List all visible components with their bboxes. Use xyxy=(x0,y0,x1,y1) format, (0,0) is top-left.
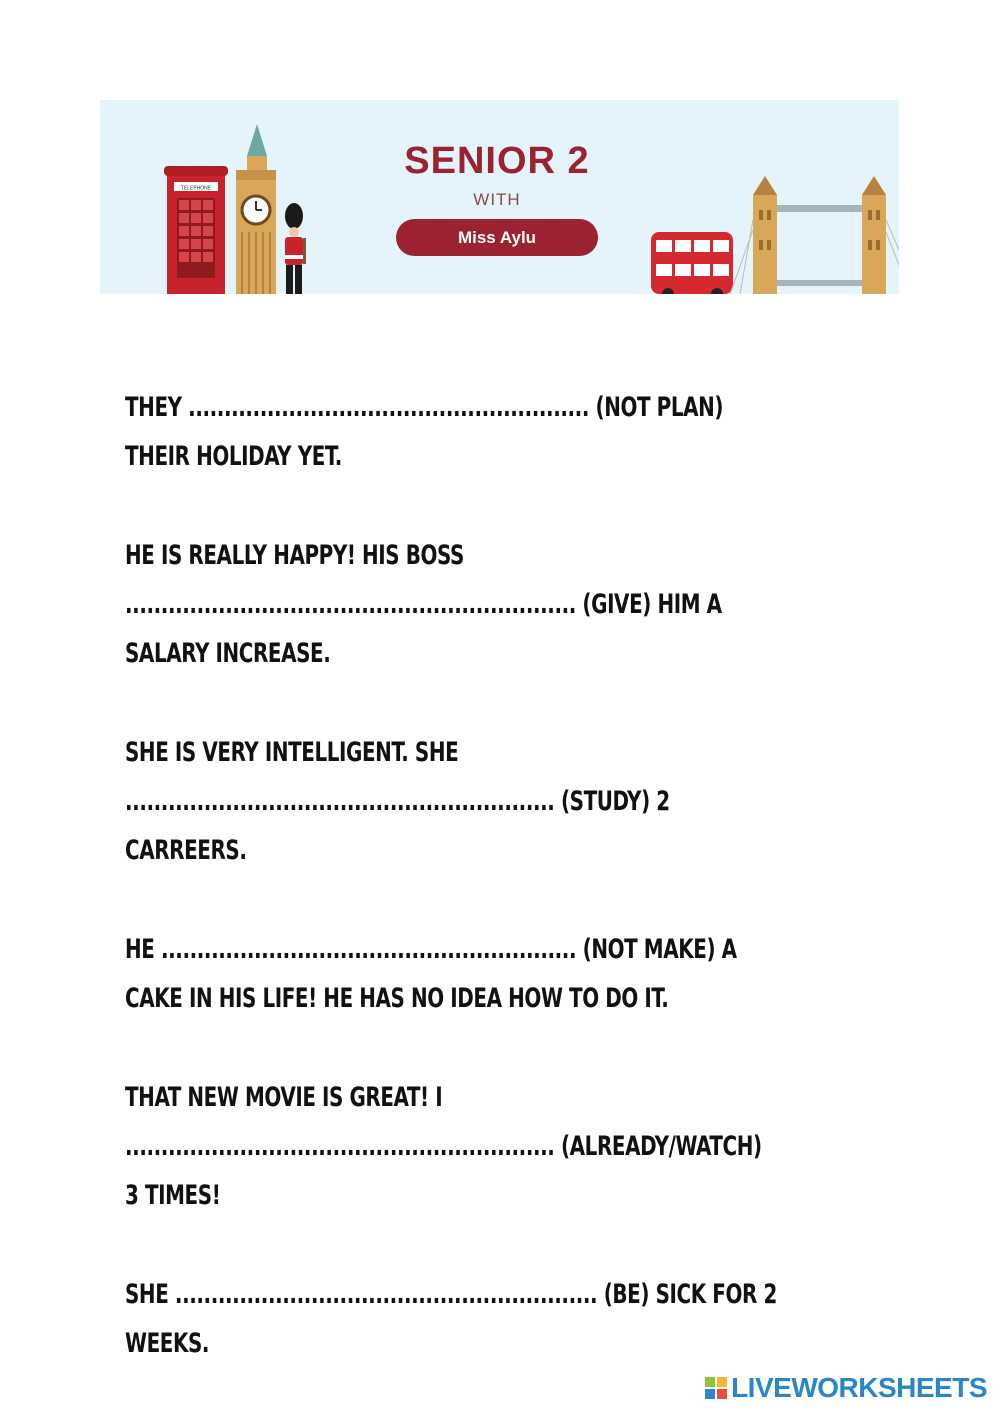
svg-text:TELEPHONE: TELEPHONE xyxy=(180,185,212,192)
exercise-line: HE .......................................................... (NOT MAKE) A xyxy=(125,934,737,965)
exercise-line: ............................................................... (GIVE) HIM A xyxy=(125,589,722,620)
royal-guard-icon xyxy=(285,203,306,294)
tower-bridge-icon xyxy=(730,176,899,294)
exercise-line: CAKE IN HIS LIFE! HE HAS NO IDEA HOW TO DO IT. xyxy=(125,983,669,1014)
liveworksheets-footer[interactable] xyxy=(705,1373,987,1403)
exercise-line: CARREERS. xyxy=(125,835,247,866)
banner-title: SENIOR 2 xyxy=(404,140,590,182)
exercise-line: SHE ........................................................... (BE) SICK FOR 2 xyxy=(125,1279,777,1310)
exercise-5 xyxy=(125,1073,762,1220)
double-decker-bus-icon xyxy=(651,232,733,294)
exercise-line: THEY ........................................................ (NOT PLAN) xyxy=(125,392,724,423)
exercise-list xyxy=(125,383,777,1418)
exercise-line: THEIR HOLIDAY YET. xyxy=(125,441,342,472)
exercise-2 xyxy=(125,531,745,678)
footer-brand: LIVEWORKSHEETS xyxy=(731,1372,987,1403)
phone-booth-icon xyxy=(164,166,228,294)
exercise-line: ............................................................ (STUDY) 2 xyxy=(125,786,670,817)
exercise-6 xyxy=(125,1270,777,1368)
exercise-line: ............................................................ (ALREADY/WATCH) xyxy=(125,1131,762,1162)
banner-with-text: WITH xyxy=(473,190,521,209)
teacher-name-badge: Miss Aylu xyxy=(396,219,598,256)
exercise-line: 3 TIMES! xyxy=(125,1180,221,1211)
exercise-4 xyxy=(125,925,745,1023)
exercise-line: SHE IS VERY INTELLIGENT. SHE xyxy=(125,737,459,768)
exercise-line: HE IS REALLY HAPPY! HIS BOSS xyxy=(125,540,464,571)
header-banner xyxy=(100,100,899,294)
liveworksheets-logo-icon xyxy=(705,1377,727,1399)
exercise-line: WEEKS. xyxy=(125,1328,210,1359)
big-ben-icon xyxy=(236,124,276,294)
exercise-3 xyxy=(125,728,745,875)
exercise-line: THAT NEW MOVIE IS GREAT! I xyxy=(125,1082,443,1113)
exercise-1 xyxy=(125,383,745,481)
exercise-line: SALARY INCREASE. xyxy=(125,638,331,669)
